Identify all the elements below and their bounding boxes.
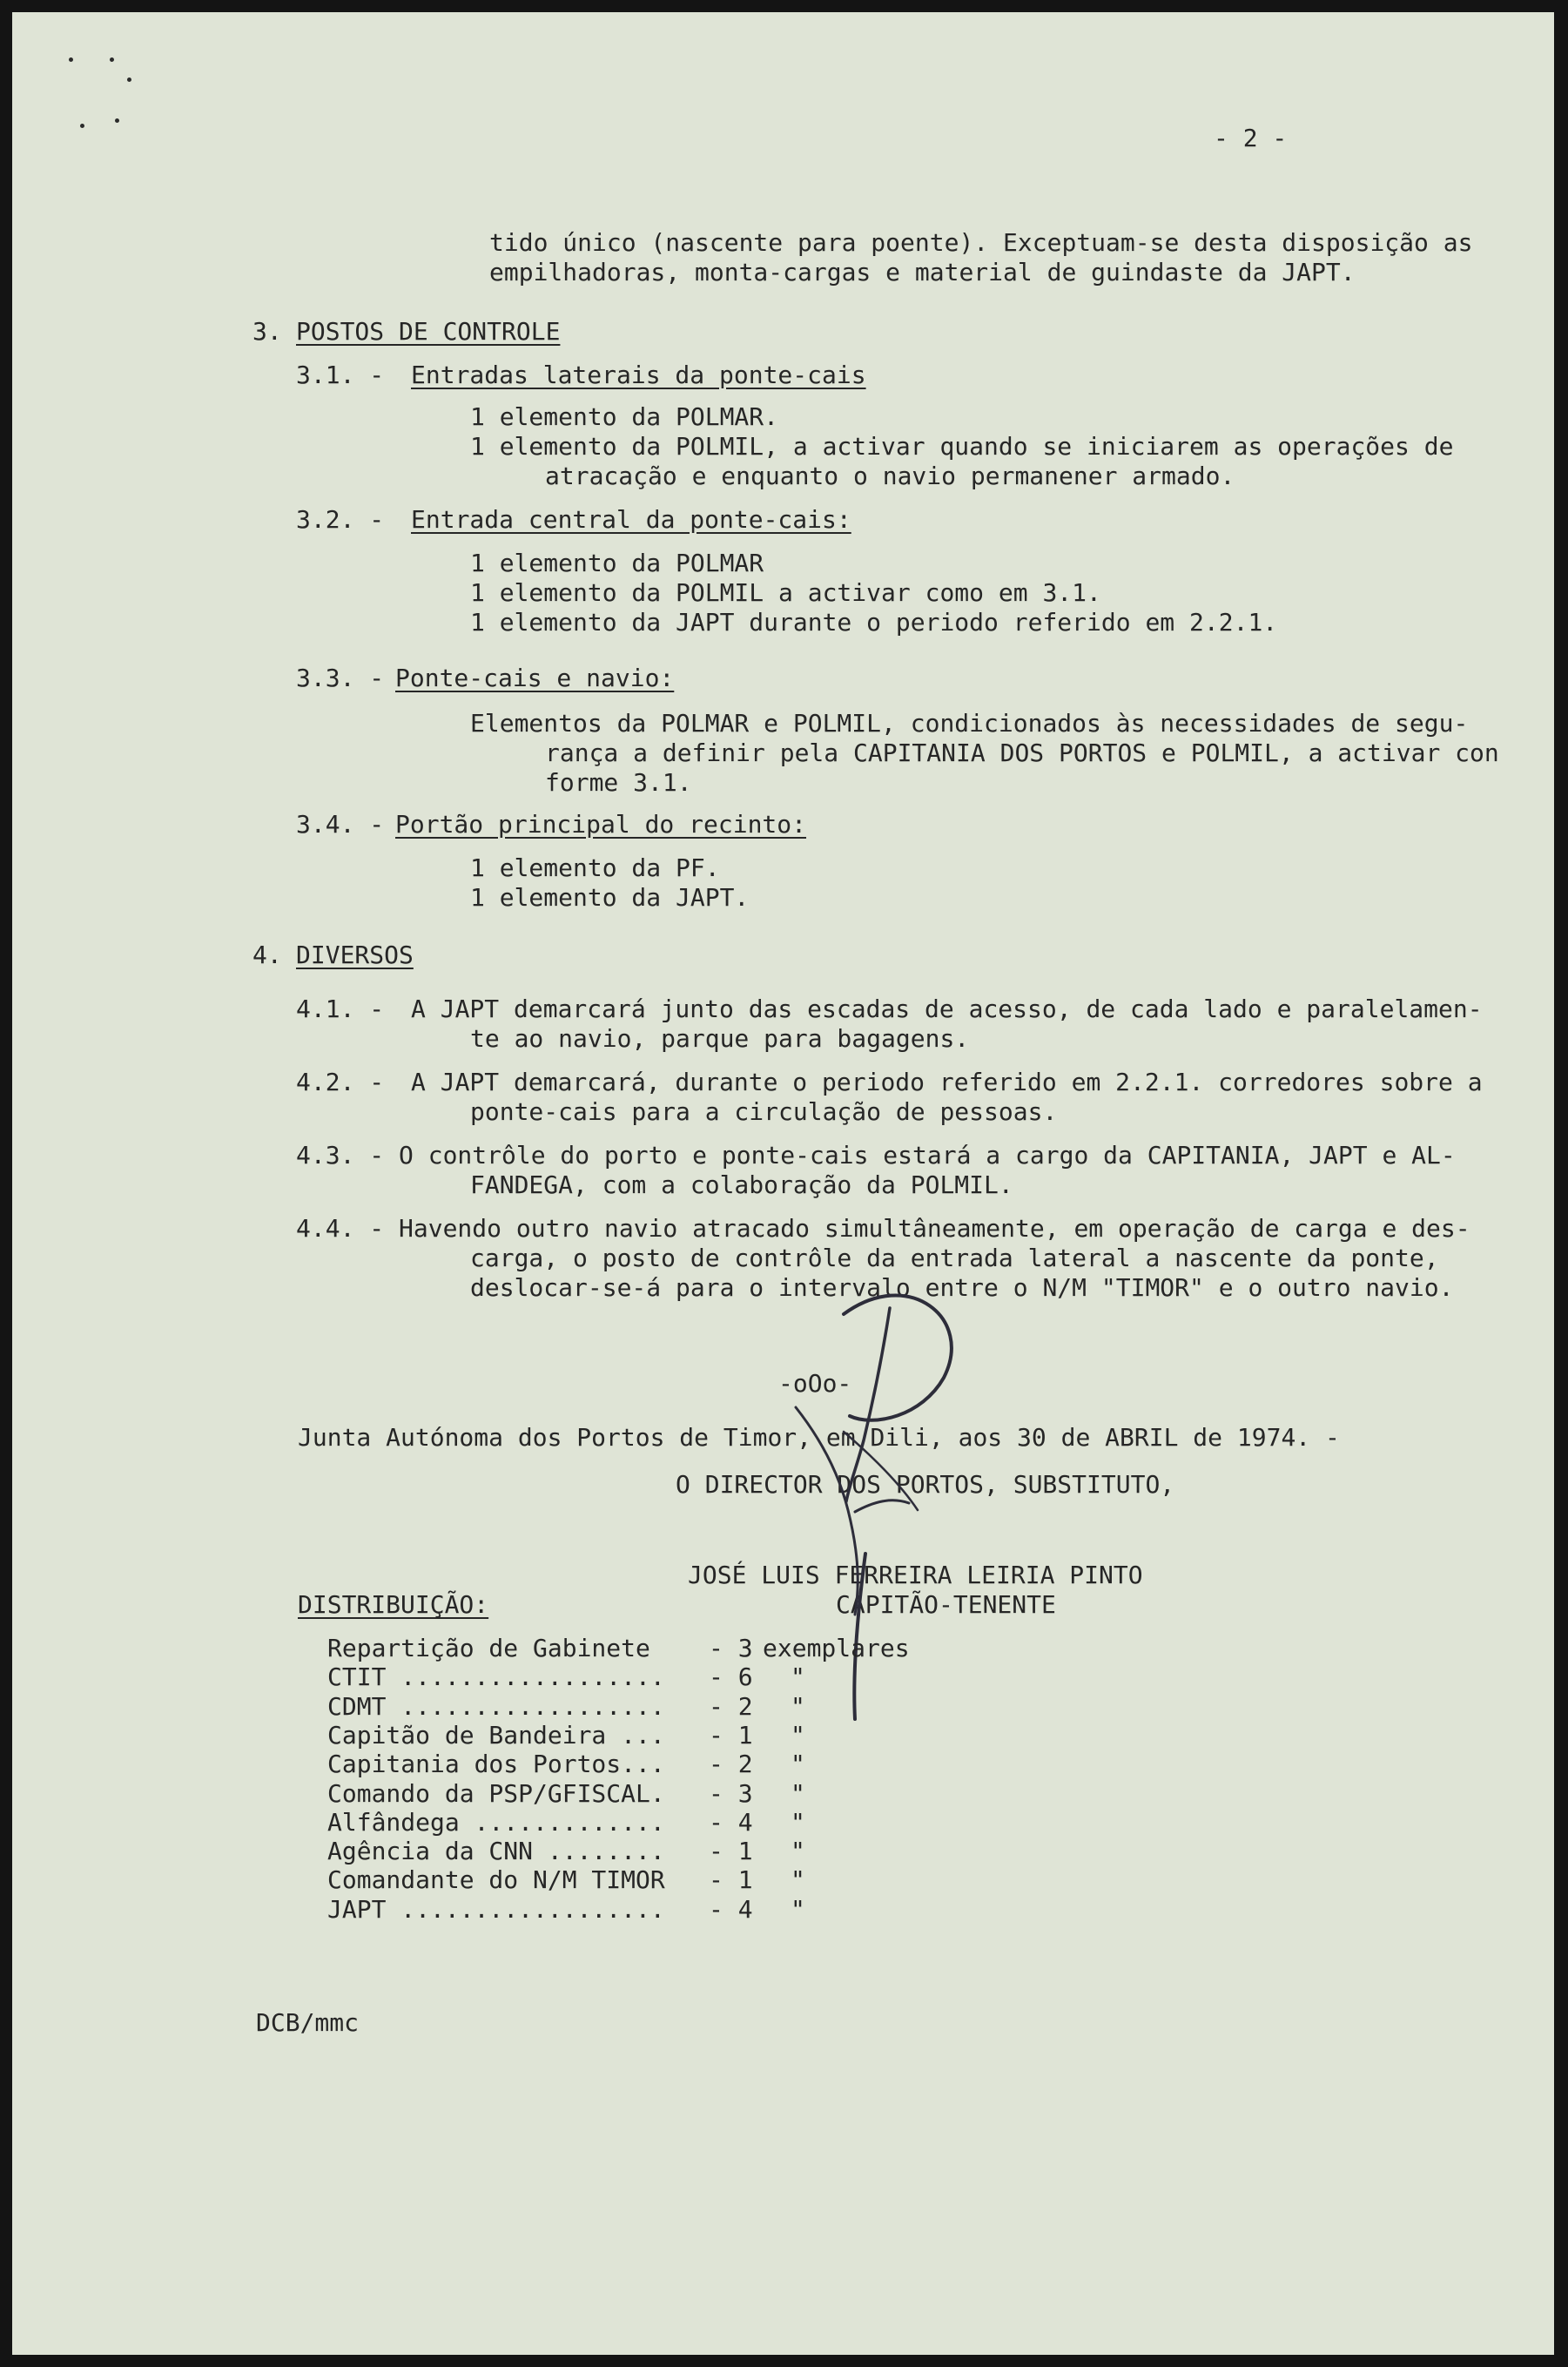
distribution-count: - 1 bbox=[709, 1865, 753, 1894]
item-3-4-line-2: 1 elemento da JAPT. bbox=[470, 883, 750, 912]
distribution-unit: " bbox=[791, 1895, 805, 1924]
item-3-2-line-2: 1 elemento da POLMIL a activar como em 3.1. bbox=[470, 578, 1101, 607]
item-4-4-line-1: Havendo outro navio atracado simultâneamente, em operação de carga e des- bbox=[399, 1214, 1470, 1243]
document-page bbox=[12, 12, 1554, 2355]
item-4-3-line-2: FANDEGA, com a colaboração da POLMIL. bbox=[470, 1170, 1013, 1199]
item-3-2-title: Entrada central da ponte-cais: bbox=[411, 505, 851, 534]
distribution-recipient: Capitão de Bandeira ... bbox=[327, 1721, 665, 1750]
item-3-1-line-1: 1 elemento da POLMAR. bbox=[470, 402, 779, 431]
distribution-count: - 3 bbox=[709, 1779, 753, 1808]
scan-speck bbox=[127, 78, 131, 82]
distribution-count: - 1 bbox=[709, 1837, 753, 1865]
item-4-2-number: 4.2. - bbox=[296, 1068, 385, 1096]
distribution-recipient: JAPT .................. bbox=[327, 1895, 665, 1924]
item-4-1-number: 4.1. - bbox=[296, 995, 385, 1023]
separator: -oOo- bbox=[778, 1369, 852, 1398]
section-3-number: 3. bbox=[252, 317, 282, 346]
section-3-heading: POSTOS DE CONTROLE bbox=[296, 317, 561, 346]
item-4-3-number: 4.3. - bbox=[296, 1141, 385, 1170]
distribution-unit: exemplares bbox=[763, 1634, 910, 1662]
item-3-2-number: 3.2. - bbox=[296, 505, 385, 534]
scan-speck bbox=[110, 57, 114, 62]
scan-speck bbox=[69, 57, 73, 62]
item-4-3-line-1: O contrôle do porto e ponte-cais estará a cargo da CAPITANIA, JAPT e AL- bbox=[399, 1141, 1456, 1170]
distribution-unit: " bbox=[791, 1692, 805, 1721]
item-4-4-number: 4.4. - bbox=[296, 1214, 385, 1243]
distribution-recipient: Repartição de Gabinete bbox=[327, 1634, 650, 1662]
distribution-unit: " bbox=[791, 1837, 805, 1865]
distribution-unit: " bbox=[791, 1662, 805, 1691]
item-3-2-line-3: 1 elemento da JAPT durante o periodo referido em 2.2.1. bbox=[470, 608, 1278, 637]
item-3-4-title: Portão principal do recinto: bbox=[395, 810, 807, 839]
section-4-heading: DIVERSOS bbox=[296, 941, 414, 969]
scan-speck bbox=[80, 124, 84, 128]
signatory-name: JOSÉ LUIS FERREIRA LEIRIA PINTO bbox=[688, 1561, 1143, 1589]
distribution-heading: DISTRIBUIÇÃO: bbox=[298, 1590, 489, 1619]
distribution-unit: " bbox=[791, 1721, 805, 1750]
item-4-4-line-3: deslocar-se-á para o intervalo entre o N/M "TIMOR" e o outro navio. bbox=[470, 1273, 1454, 1302]
distribution-count: - 1 bbox=[709, 1721, 753, 1750]
section-4-number: 4. bbox=[252, 941, 282, 969]
reference-initials: DCB/mmc bbox=[256, 2008, 360, 2037]
distribution-recipient: Alfândega ............. bbox=[327, 1808, 665, 1837]
intro-line-1: tido único (nascente para poente). Exceptuam-se desta disposição as bbox=[489, 228, 1473, 257]
intro-line-2: empilhadoras, monta-cargas e material de guindaste da JAPT. bbox=[489, 258, 1356, 287]
item-3-4-number: 3.4. - bbox=[296, 810, 385, 839]
item-3-3-line-3: forme 3.1. bbox=[545, 768, 692, 797]
page-number: - 2 - bbox=[1214, 124, 1288, 152]
item-4-1-line-2: te ao navio, parque para bagagens. bbox=[470, 1024, 970, 1053]
item-4-4-line-2: carga, o posto de contrôle da entrada lateral a nascente da ponte, bbox=[470, 1244, 1439, 1272]
item-3-3-title: Ponte-cais e navio: bbox=[395, 664, 675, 692]
item-3-3-line-1: Elementos da POLMAR e POLMIL, condicionados às necessidades de segu- bbox=[470, 709, 1469, 738]
distribution-count: - 4 bbox=[709, 1808, 753, 1837]
distribution-unit: " bbox=[791, 1865, 805, 1894]
item-3-1-line-3: atracação e enquanto o navio permanener armado. bbox=[545, 462, 1235, 490]
item-4-1-line-1: A JAPT demarcará junto das escadas de acesso, de cada lado e paralelamen- bbox=[411, 995, 1483, 1023]
distribution-count: - 4 bbox=[709, 1895, 753, 1924]
item-3-1-title: Entradas laterais da ponte-cais bbox=[411, 361, 866, 389]
distribution-unit: " bbox=[791, 1808, 805, 1837]
signatory-rank: CAPITÃO-TENENTE bbox=[836, 1590, 1056, 1619]
place-date: Junta Autónoma dos Portos de Timor, em Dili, aos 30 de ABRIL de 1974. - bbox=[298, 1423, 1340, 1452]
distribution-recipient: Capitania dos Portos... bbox=[327, 1750, 665, 1778]
distribution-recipient: CDMT .................. bbox=[327, 1692, 665, 1721]
item-3-3-number: 3.3. - bbox=[296, 664, 385, 692]
item-4-2-line-1: A JAPT demarcará, durante o periodo referido em 2.2.1. corredores sobre a bbox=[411, 1068, 1483, 1096]
distribution-unit: " bbox=[791, 1779, 805, 1808]
distribution-recipient: Comando da PSP/GFISCAL. bbox=[327, 1779, 665, 1808]
distribution-unit: " bbox=[791, 1750, 805, 1778]
distribution-recipient: Comandante do N/M TIMOR bbox=[327, 1865, 665, 1894]
distribution-count: - 6 bbox=[709, 1662, 753, 1691]
item-3-1-line-2: 1 elemento da POLMIL, a activar quando se iniciarem as operações de bbox=[470, 432, 1454, 461]
item-3-1-number: 3.1. - bbox=[296, 361, 385, 389]
distribution-count: - 3 bbox=[709, 1634, 753, 1662]
item-3-4-line-1: 1 elemento da PF. bbox=[470, 853, 720, 882]
item-3-3-line-2: rança a definir pela CAPITANIA DOS PORTOS e POLMIL, a activar con bbox=[545, 738, 1499, 767]
distribution-count: - 2 bbox=[709, 1750, 753, 1778]
distribution-recipient: CTIT .................. bbox=[327, 1662, 665, 1691]
scan-speck bbox=[115, 118, 119, 123]
item-3-2-line-1: 1 elemento da POLMAR bbox=[470, 549, 764, 577]
distribution-count: - 2 bbox=[709, 1692, 753, 1721]
signatory-title: O DIRECTOR DOS PORTOS, SUBSTITUTO, bbox=[676, 1470, 1175, 1499]
distribution-recipient: Agência da CNN ........ bbox=[327, 1837, 665, 1865]
item-4-2-line-2: ponte-cais para a circulação de pessoas. bbox=[470, 1097, 1058, 1126]
